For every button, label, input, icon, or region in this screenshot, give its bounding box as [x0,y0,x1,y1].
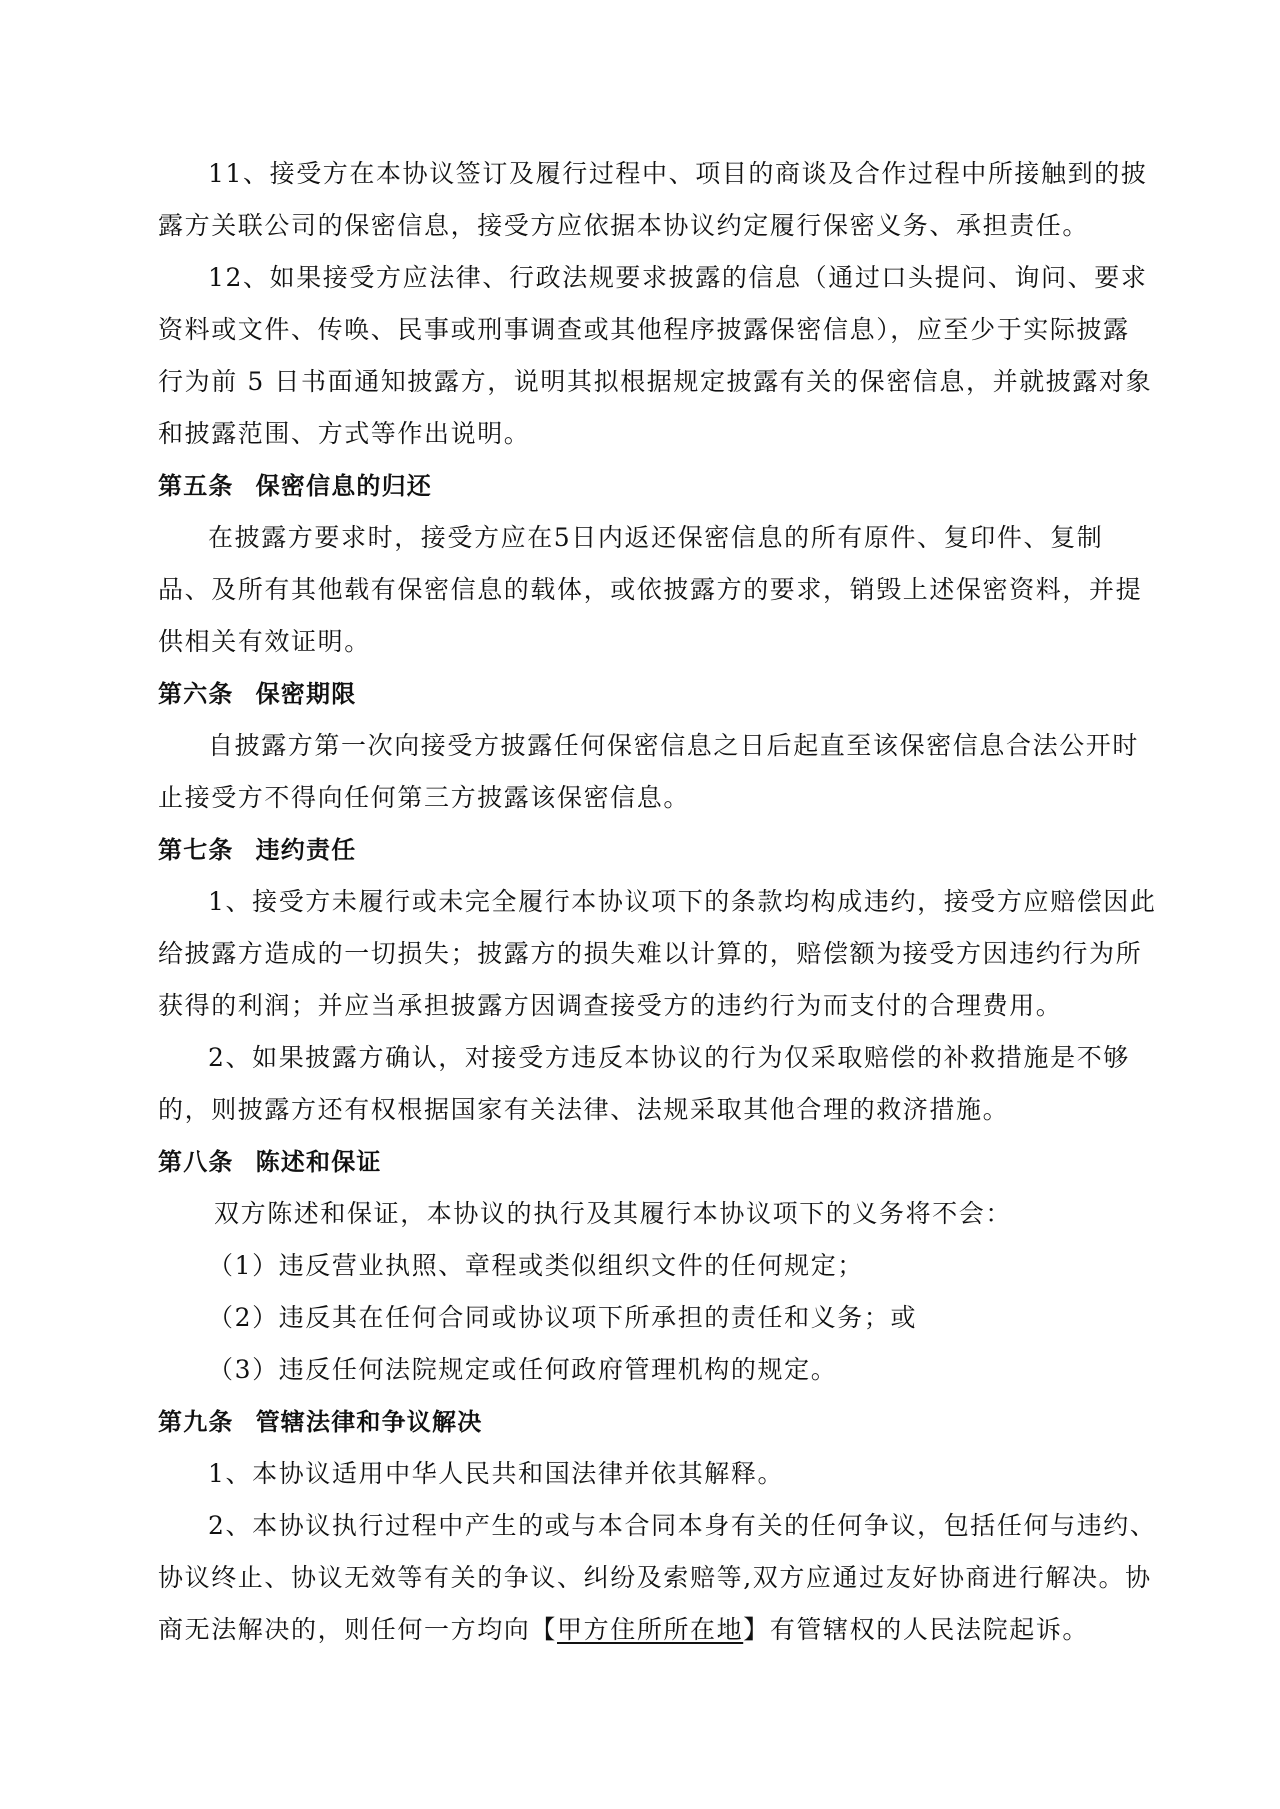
list-item: （3）违反任何法院规定或任何政府管理机构的规定。 [208,1355,838,1384]
paragraph-line: 双方陈述和保证，本协议的执行及其履行本协议项下的义务将不会： [214,1199,1013,1228]
list-item: （2）违反其在任何合同或协议项下所承担的责任和义务；或 [208,1303,918,1332]
article-5-body [158,512,1143,668]
article-9-body [158,1448,1157,1656]
paragraph-line: 自披露方第一次向接受方披露任何保密信息之日后起直至该保密信息合法公开时 [208,731,1140,760]
paragraph-line: 给披露方造成的一切损失；披露方的损失难以计算的，赔偿额为接受方因违约行为所 [158,939,1143,968]
article-9-heading [158,1396,1138,1448]
text-fragment: 商无法解决的，则任何一方均向 [158,1615,531,1644]
list-item: （1）违反营业执照、章程或类似组织文件的任何规定； [208,1251,864,1280]
article-number: 第九条 [158,1408,234,1436]
paragraph-line: 供相关有效证明。 [158,627,371,656]
paragraph-line [158,1604,1138,1656]
article-title: 陈述和保证 [255,1148,382,1176]
text-fragment: 有管辖权的人民法院起诉。 [769,1615,1090,1644]
paragraph-line: 12、如果接受方应法律、行政法规要求披露的信息（通过口头提问、询问、要求 [208,263,1148,292]
paragraph-line: 资料或文件、传唤、民事或刑事调查或其他程序披露保密信息），应至少于实际披露 [158,315,1130,344]
article-8-body [158,1188,1138,1396]
article-7-body [158,876,1157,1136]
paragraph-line: 1、接受方未履行或未完全履行本协议项下的条款均构成违约，接受方应赔偿因此 [208,887,1157,916]
bracket-open: 【 [530,1615,558,1644]
paragraph-line: 行为前 5 日书面通知披露方，说明其拟根据规定披露有关的保密信息，并就披露对象 [158,367,1153,396]
paragraph-line: 11、接受方在本协议签订及履行过程中、项目的商谈及合作过程中所接触到的披 [208,159,1148,188]
paragraph-line: 止接受方不得向任何第三方披露该保密信息。 [158,783,691,812]
article-8-heading [158,1136,1138,1188]
clause-item-11 [158,148,1148,252]
paragraph-line: 露方关联公司的保密信息，接受方应依据本协议约定履行保密义务、承担责任。 [158,211,1090,240]
clause-item-12 [158,252,1153,460]
paragraph-line: 在披露方要求时，接受方应在5日内返还保密信息的所有原件、复印件、复制 [208,523,1104,552]
article-6-heading [158,668,1138,720]
article-number: 第八条 [158,1148,234,1176]
article-number: 第五条 [158,472,234,500]
article-title: 保密信息的归还 [255,472,433,500]
article-number: 第六条 [158,680,234,708]
article-title: 管辖法律和争议解决 [255,1408,483,1436]
article-5-heading [158,460,1138,512]
paragraph-line: 1、本协议适用中华人民共和国法律并依其解释。 [208,1459,785,1488]
contract-body [158,148,1157,1656]
article-6-body [158,720,1138,824]
paragraph-line: 2、如果披露方确认，对接受方违反本协议的行为仅采取赔偿的补救措施是不够 [208,1043,1130,1072]
paragraph-line: 2、本协议执行过程中产生的或与本合同本身有关的任何争议，包括任何与违约、 [208,1511,1157,1540]
paragraph-line: 协议终止、协议无效等有关的争议、纠纷及索赔等,双方应通过友好协商进行解决。协 [158,1563,1152,1592]
paragraph-line: 的，则披露方还有权根据国家有关法律、法规采取其他合理的救济措施。 [158,1095,1010,1124]
article-title: 违约责任 [255,836,357,864]
venue-placeholder: 甲方住所所在地 [557,1615,744,1644]
paragraph-line: 获得的利润；并应当承担披露方因调查接受方的违约行为而支付的合理费用。 [158,991,1063,1020]
article-title: 保密期限 [255,680,357,708]
paragraph-line: 和披露范围、方式等作出说明。 [158,419,531,448]
paragraph-line: 品、及所有其他载有保密信息的载体，或依披露方的要求，销毁上述保密资料，并提 [158,575,1143,604]
bracket-close: 】 [743,1615,770,1644]
article-number: 第七条 [158,836,234,864]
article-7-heading [158,824,1138,876]
